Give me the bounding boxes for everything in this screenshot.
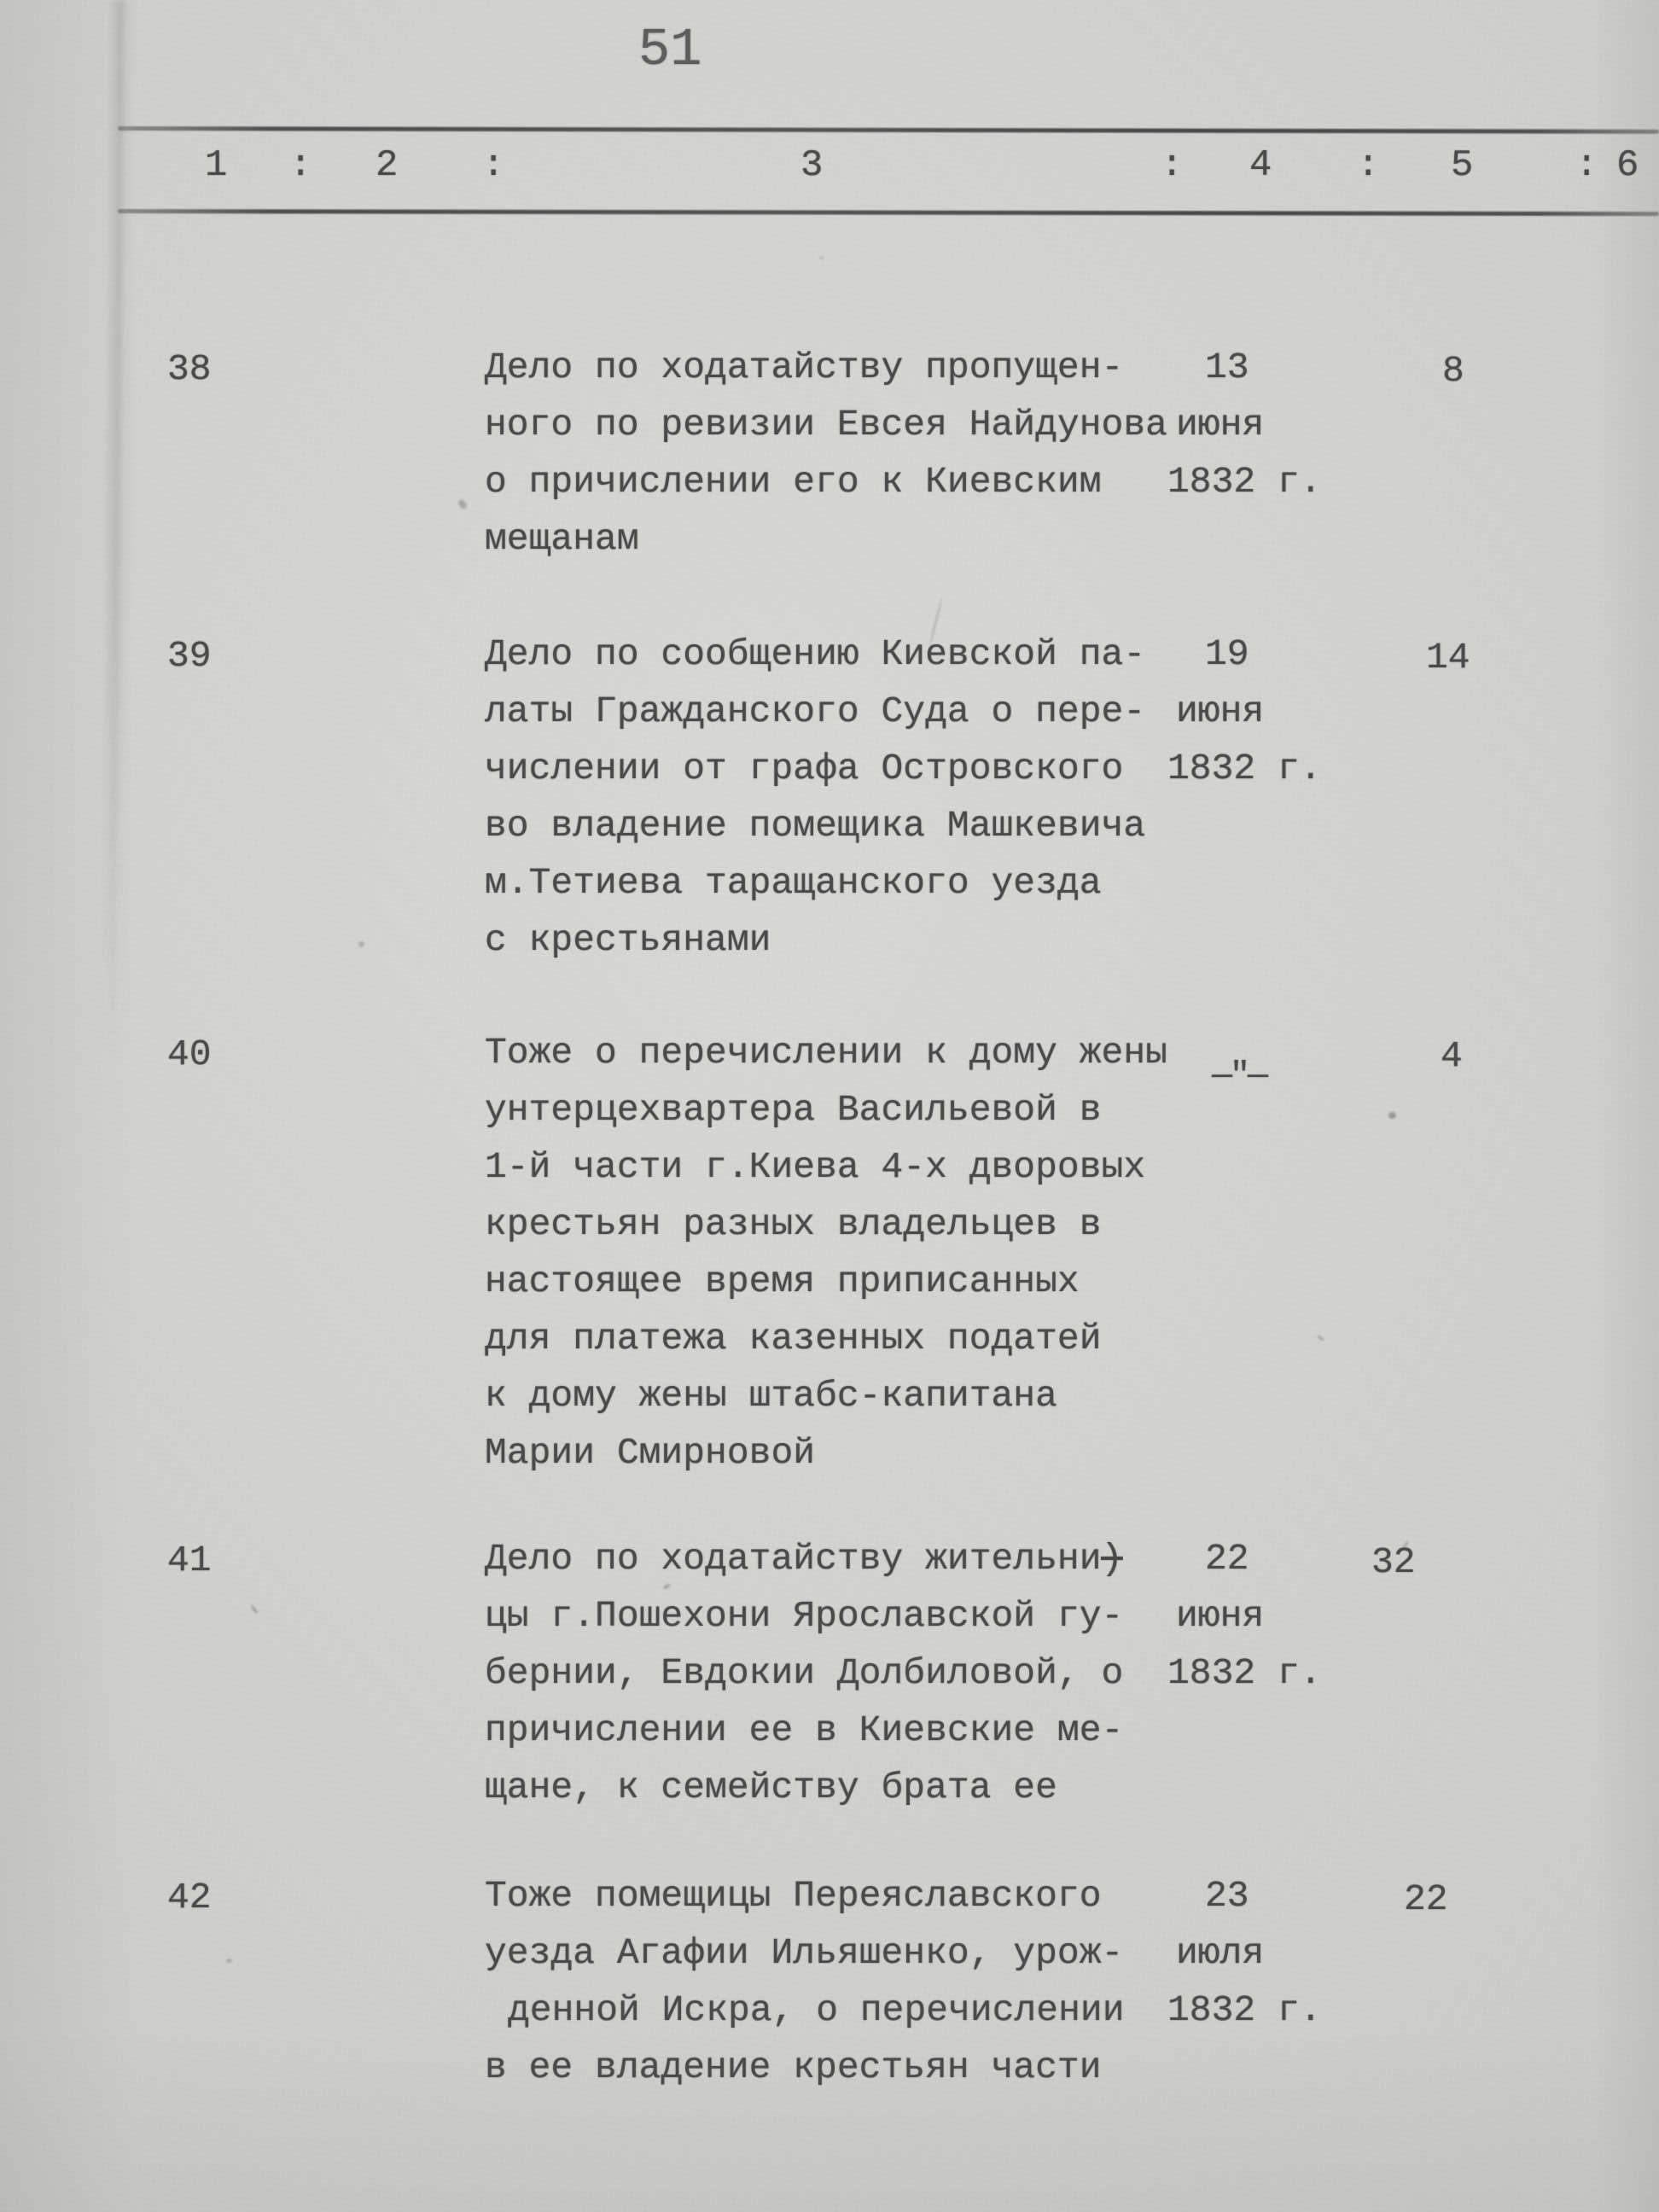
- entry-number: 42: [167, 1877, 212, 1918]
- entry-number: 40: [167, 1033, 212, 1075]
- entry-sheet-count: 22: [1404, 1878, 1448, 1920]
- entry-date-day: 13: [1205, 346, 1249, 388]
- header-column-number: 2: [375, 144, 399, 187]
- paper-speck: [457, 498, 468, 510]
- entry-number: 38: [167, 348, 212, 390]
- entry-description-line: к дому жены штабс-капитана: [485, 1375, 1057, 1417]
- table-top-rule: [118, 126, 1659, 134]
- header-separator: :: [1575, 144, 1598, 187]
- entry-description-line: в ее владение крестьян части: [485, 2046, 1102, 2088]
- entry-overstrike-char: ): [1101, 1538, 1123, 1580]
- header-column-number: 4: [1249, 144, 1272, 187]
- entry-date-month: июня: [1176, 690, 1265, 732]
- entry-date-year: 1832 г.: [1167, 461, 1322, 503]
- header-column-number: 1: [205, 144, 228, 187]
- entry-sheet-count: 4: [1441, 1035, 1463, 1077]
- entry-description-line: Тоже о перечислении к дому жены: [485, 1032, 1167, 1074]
- entry-date-day: 19: [1205, 633, 1249, 675]
- paper-speck: [1317, 1335, 1324, 1342]
- entry-description-line: Дело по сообщению Киевской па-: [485, 633, 1146, 675]
- entry-description-line: причислении ее в Киевские ме-: [485, 1709, 1124, 1751]
- entry-description-line: уезда Агафии Ильяшенко, урож-: [485, 1932, 1124, 1974]
- entry-description-line: Дело по ходатайству пропущен-: [485, 346, 1124, 388]
- entry-description-line: для платежа казенных податей: [485, 1318, 1102, 1359]
- header-separator: :: [1161, 144, 1184, 187]
- entry-description-line: щане, к семейству брата ее: [485, 1767, 1057, 1808]
- entry-description-line: мещанам: [485, 518, 639, 560]
- page-number: 51: [638, 20, 702, 80]
- entry-description-line: м.Тетиева таращанского уезда: [485, 862, 1102, 904]
- header-column-number: 5: [1451, 144, 1474, 187]
- entry-number: 41: [167, 1540, 212, 1581]
- entry-date-day: 22: [1205, 1538, 1249, 1580]
- header-column-number: 6: [1616, 144, 1639, 187]
- table-header-bottom-rule: [118, 209, 1659, 216]
- entry-description-line: ного по ревизии Евсея Найдунова: [485, 404, 1167, 445]
- paper-speck: [358, 941, 364, 947]
- paper-speck: [226, 1959, 232, 1963]
- entry-description-line: Марии Смирновой: [485, 1432, 816, 1474]
- entry-description-line: с крестьянами: [485, 919, 771, 961]
- entry-date-month: июня: [1176, 1595, 1265, 1637]
- entry-date-month: июня: [1176, 404, 1265, 445]
- entry-date-ditto-mark: —"—: [1212, 1057, 1266, 1096]
- entry-description-line: о причислении его к Киевским: [485, 461, 1102, 503]
- paper-speck: [1388, 1112, 1396, 1119]
- entry-sheet-count: 32: [1371, 1541, 1416, 1583]
- header-column-number: 3: [800, 144, 824, 187]
- entry-description-line: крестьян разных владельцев в: [485, 1203, 1102, 1245]
- entry-description-line: цы г.Пошехони Ярославской гу-: [485, 1595, 1124, 1637]
- entry-description-line: латы Гражданского Суда о пере-: [485, 690, 1146, 732]
- entry-date-day: 23: [1205, 1875, 1249, 1917]
- entry-sheet-count: 8: [1442, 350, 1464, 392]
- entry-date-year: 1832 г.: [1167, 1989, 1322, 2031]
- entry-description-line: Дело по ходатайству жительни: [485, 1538, 1102, 1580]
- paper-speck: [819, 256, 824, 259]
- header-separator: :: [289, 144, 312, 187]
- entry-description-line: числении от графа Островского: [485, 748, 1124, 789]
- entry-description-line: Тоже помещицы Переяславского: [485, 1875, 1102, 1917]
- page-fold-shadow: [99, 0, 138, 1067]
- entry-description-line: во владение помещика Машкевича: [485, 805, 1146, 847]
- entry-description-line: 1-й части г.Киева 4-х дворовых: [485, 1146, 1146, 1188]
- paper-speck: [250, 1604, 259, 1615]
- header-separator: :: [1357, 144, 1380, 187]
- entry-number: 39: [167, 635, 212, 677]
- paper-speck: [663, 1583, 672, 1590]
- entry-date-year: 1832 г.: [1167, 748, 1322, 789]
- entry-description-line: унтерцехвартера Васильевой в: [485, 1089, 1102, 1131]
- entry-date-year: 1832 г.: [1167, 1652, 1322, 1694]
- entry-sheet-count: 14: [1426, 637, 1470, 678]
- entry-date-month: июля: [1176, 1932, 1265, 1974]
- entry-description-line: настоящее время приписанных: [485, 1260, 1080, 1302]
- entry-description-line: бернии, Евдокии Долбиловой, о: [485, 1652, 1124, 1694]
- header-separator: :: [482, 144, 505, 187]
- entry-description-line: денной Искра, о перечислении: [508, 1989, 1125, 2031]
